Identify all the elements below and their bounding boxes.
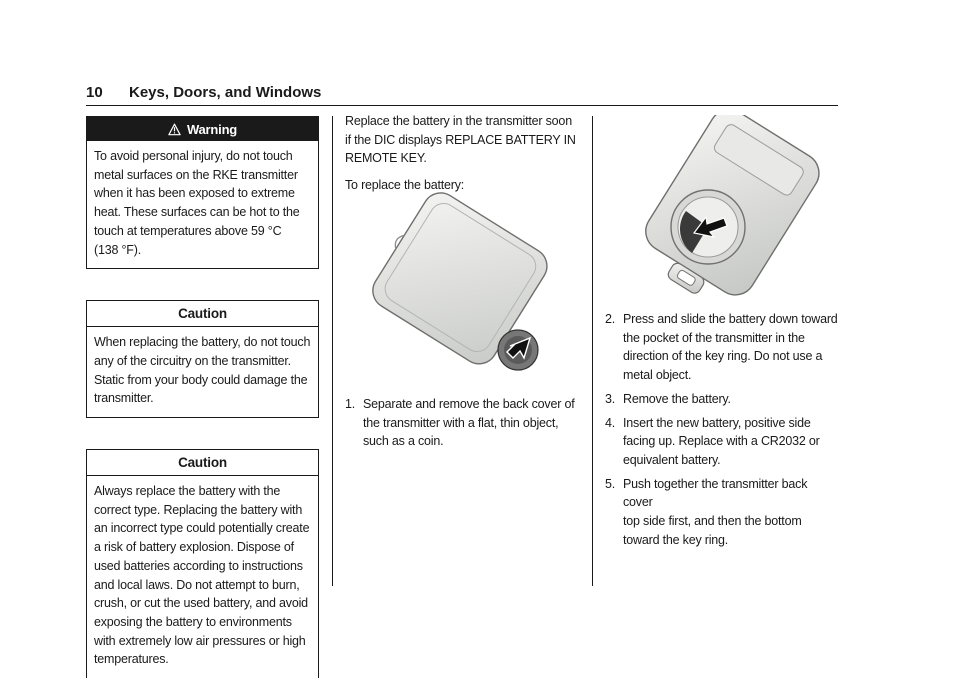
caution-line: When replacing the battery, do not touch (94, 335, 311, 350)
step-item (605, 475, 840, 550)
transmitter-back-cover-illustration (360, 192, 560, 382)
step-number: 1. (345, 396, 356, 411)
to-replace-text: To replace the battery: (345, 178, 465, 193)
step-item (605, 310, 840, 385)
intro-line: Replace the battery in the transmitter soon (345, 114, 572, 128)
step-line: Separate and remove the back cover of (363, 396, 575, 411)
step-line: the pocket of the transmitter in the (623, 330, 805, 345)
caution-box (86, 449, 319, 678)
caution-line: transmitter. (94, 391, 154, 406)
caution-heading: Caution (87, 301, 318, 327)
warning-triangle-icon (168, 123, 181, 136)
caution-heading: Caution (87, 450, 318, 476)
step-line: Press and slide the battery down toward (623, 312, 838, 326)
step-text (623, 390, 840, 409)
step-line: toward the key ring. (623, 532, 729, 547)
step-line: facing up. Replace with a CR2032 or (623, 434, 820, 449)
warning-line: when it has been exposed to extreme (94, 186, 295, 201)
caution-line: used batteries according to instructions (94, 558, 303, 573)
intro-paragraph (345, 112, 577, 168)
transmitter-battery-illustration (628, 115, 828, 303)
warning-line: To avoid personal injury, do not touch (94, 149, 293, 163)
page-number: 10 (86, 84, 103, 101)
caution-line: Always replace the battery with the (94, 484, 281, 499)
caution-line: and local laws. Do not attempt to burn, (94, 577, 300, 592)
warning-heading (87, 117, 318, 141)
caution-line: with extremely low air pressures or high (94, 633, 306, 648)
caution-box (86, 300, 319, 418)
intro-line: REMOTE KEY. (345, 151, 427, 166)
warning-line: metal surfaces on the RKE transmitter (94, 167, 298, 182)
step-line: Remove the battery. (623, 391, 731, 406)
caution-line: a risk of battery explosion. Dispose of (94, 540, 294, 555)
step-item (605, 414, 840, 470)
warning-heading-text: Warning (186, 121, 238, 137)
caution-line: any of the circuitry on the transmitter. (94, 353, 291, 368)
step-line: direction of the key ring. Do not use a (623, 349, 823, 364)
warning-text (87, 141, 318, 268)
caution-line: an incorrect type could potentially create (94, 521, 310, 536)
right-column (605, 310, 840, 554)
step-number: 2. (605, 312, 616, 326)
caution-text (87, 327, 318, 417)
step-line: the transmitter with a flat, thin object, (363, 415, 559, 430)
caution-line: Static from your body could damage the (94, 372, 308, 387)
warning-box (86, 116, 319, 269)
step-line: equivalent battery. (623, 452, 721, 467)
column-divider (332, 116, 333, 586)
step-number: 3. (605, 391, 616, 406)
step-number: 5. (605, 476, 616, 491)
step-line: metal object. (623, 368, 692, 383)
step-text (623, 310, 840, 385)
intro-line: if the DIC displays REPLACE BATTERY IN (345, 132, 576, 147)
step-text (623, 414, 840, 470)
step-line: Push together the transmitter back cover (623, 476, 808, 510)
step-line: top side first, and then the bottom (623, 514, 802, 529)
step-text (623, 475, 840, 550)
caution-line: crush, or cut the used battery, and avoid (94, 596, 308, 611)
page-header (86, 82, 838, 106)
left-column (86, 116, 319, 678)
step-item (605, 390, 840, 409)
caution-line: temperatures. (94, 652, 169, 667)
step-number: 4. (605, 415, 616, 430)
caution-text (87, 476, 318, 678)
caution-line: correct type. Replacing the battery with (94, 502, 303, 517)
column-divider (592, 116, 593, 586)
section-title: Keys, Doors, and Windows (129, 84, 322, 101)
caution-line: exposing the battery to environments (94, 614, 292, 629)
step-item (345, 395, 577, 451)
step-line: Insert the new battery, positive side (623, 415, 811, 430)
warning-line: (138 °F). (94, 242, 141, 257)
warning-line: heat. These surfaces can be hot to the (94, 205, 300, 220)
warning-line: touch at temperatures above 59 °C (94, 223, 282, 238)
step-line: such as a coin. (363, 434, 444, 449)
step-text (363, 395, 577, 451)
